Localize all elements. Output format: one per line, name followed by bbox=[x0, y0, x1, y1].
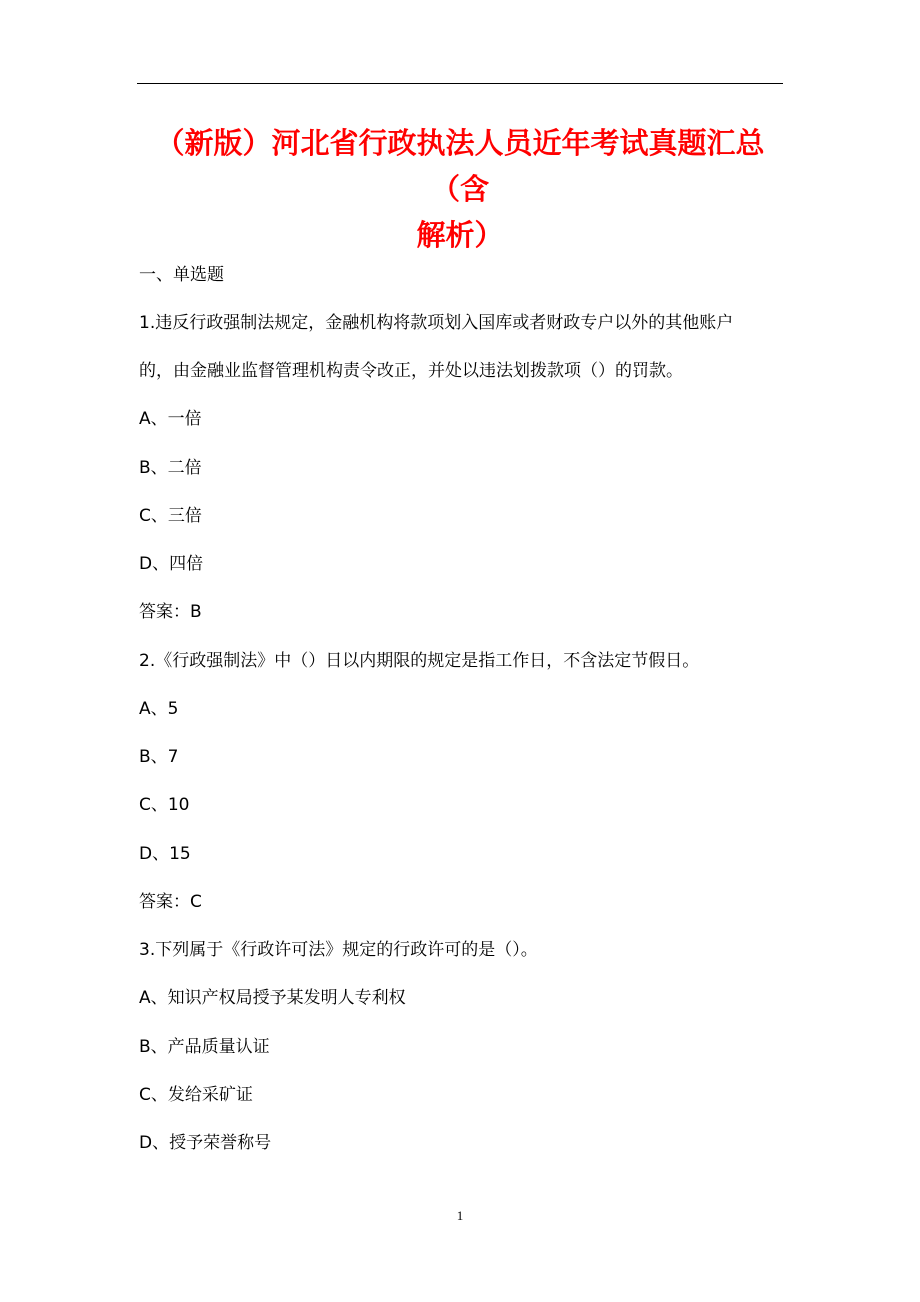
question-1-option-a: A、一倍 bbox=[139, 409, 202, 429]
question-1-answer: 答案：B bbox=[139, 602, 202, 622]
section-heading: 一、单选题 bbox=[139, 265, 224, 285]
title-line-2: 解析） bbox=[416, 218, 504, 252]
question-3-option-d: D、授予荣誉称号 bbox=[139, 1133, 272, 1153]
question-2-answer: 答案：C bbox=[139, 892, 202, 912]
question-2-stem: 2.《行政强制法》中（）日以内期限的规定是指工作日，不含法定节假日。 bbox=[139, 651, 700, 671]
question-1-stem-line-2: 的，由金融业监督管理机构责令改正，并处以违法划拨款项（）的罚款。 bbox=[139, 361, 683, 381]
header-rule bbox=[137, 83, 783, 84]
question-2-option-d: D、15 bbox=[139, 844, 191, 864]
question-2-option-a: A、5 bbox=[139, 699, 179, 719]
question-1-option-d: D、四倍 bbox=[139, 554, 204, 574]
title-line-1: （新版）河北省行政执法人员近年考试真题汇总（含 bbox=[155, 126, 765, 206]
question-3-stem: 3.下列属于《行政许可法》规定的行政许可的是（）。 bbox=[139, 940, 538, 960]
question-1-stem-line-1: 1.违反行政强制法规定，金融机构将款项划入国库或者财政专户以外的其他账户 bbox=[139, 313, 734, 333]
question-1-option-c: C、三倍 bbox=[139, 506, 202, 526]
question-3-option-c: C、发给采矿证 bbox=[139, 1085, 253, 1105]
question-1-option-b: B、二倍 bbox=[139, 458, 202, 478]
question-2-option-c: C、10 bbox=[139, 795, 190, 815]
question-3-option-a: A、知识产权局授予某发明人专利权 bbox=[139, 988, 406, 1008]
question-3-option-b: B、产品质量认证 bbox=[139, 1037, 270, 1057]
question-2-option-b: B、7 bbox=[139, 747, 179, 767]
page-number: 1 bbox=[456, 1208, 464, 1223]
document-title bbox=[130, 120, 790, 258]
